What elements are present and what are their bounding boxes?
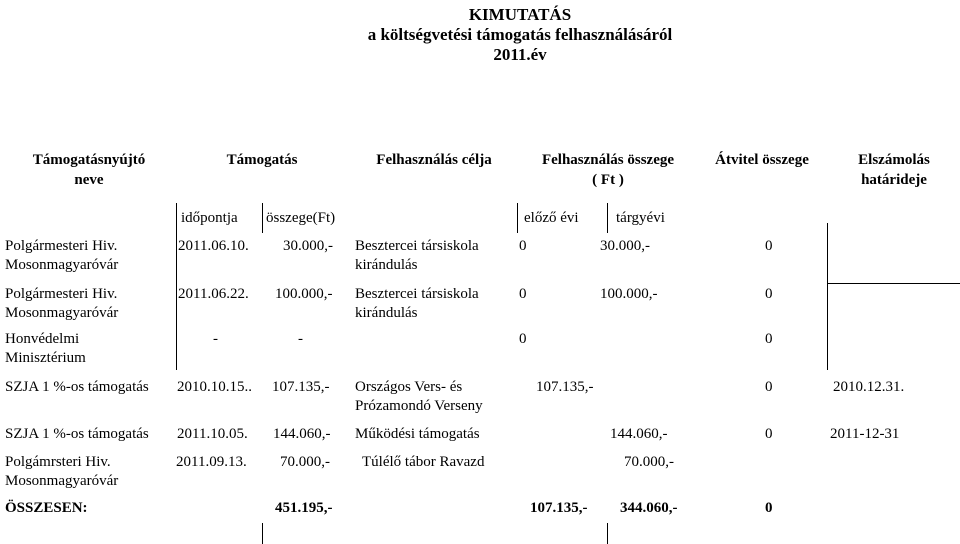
row2-prev: 0 (519, 286, 527, 302)
row2-current: 100.000,- (600, 286, 658, 302)
row1-prev: 0 (519, 238, 527, 254)
total-current: 344.060,- (620, 500, 678, 516)
row6-grantor-2: Mosonmagyaróvár (5, 473, 119, 489)
row3-date: - (213, 331, 218, 347)
row2-grantor-1: Polgármesteri Hiv. (5, 286, 118, 302)
row2-purpose-2: kirándulás (355, 305, 418, 321)
header-usage-amount-1: Felhasználás összege (541, 152, 675, 168)
row6-current: 70.000,- (624, 454, 674, 470)
header-deadline-2: határideje (861, 172, 927, 188)
row5-amount: 144.060,- (273, 426, 331, 442)
row5-purpose: Működési támogatás (355, 426, 480, 442)
document-title: KIMUTATÁS (468, 5, 572, 24)
row1-purpose-1: Besztercei társiskola (355, 238, 479, 254)
table-rule (607, 523, 608, 544)
row5-transfer: 0 (765, 426, 773, 442)
row4-purpose-1: Országos Vers- és (355, 379, 463, 395)
total-prev: 107.135,- (530, 500, 588, 516)
table-rule (176, 203, 177, 370)
row2-grantor-2: Mosonmagyaróvár (5, 305, 119, 321)
subheader-prev-year: előző évi (524, 210, 579, 226)
table-rule (827, 223, 828, 370)
row2-amount: 100.000,- (275, 286, 333, 302)
row1-current: 30.000,- (600, 238, 650, 254)
row4-date: 2010.10.15.. (177, 379, 252, 395)
subheader-date: időpontja (181, 210, 238, 226)
row3-prev: 0 (519, 331, 527, 347)
row4-deadline: 2010.12.31. (833, 379, 905, 395)
row5-date: 2011.10.05. (177, 426, 248, 442)
header-grant: Támogatás (226, 152, 298, 168)
row3-transfer: 0 (765, 331, 773, 347)
total-transfer: 0 (765, 500, 773, 516)
row1-grantor-2: Mosonmagyaróvár (5, 257, 119, 273)
document-subtitle: a költségvetési támogatás felhasználásáról (367, 25, 673, 44)
row6-amount: 70.000,- (280, 454, 330, 470)
header-transfer: Átvitel összege (715, 152, 809, 168)
table-rule (517, 203, 518, 233)
total-label: ÖSSZESEN: (5, 500, 88, 516)
table-rule (262, 523, 263, 544)
subheader-amount: összege(Ft) (266, 210, 336, 226)
row4-prev: 107.135,- (536, 379, 594, 395)
row2-date: 2011.06.22. (178, 286, 249, 302)
row3-grantor-2: Minisztérium (5, 350, 86, 366)
header-grantor-name-1: Támogatásnyújtó (32, 152, 146, 168)
row5-deadline: 2011-12-31 (830, 426, 900, 442)
row1-amount: 30.000,- (283, 238, 333, 254)
total-amount: 451.195,- (275, 500, 333, 516)
row4-transfer: 0 (765, 379, 773, 395)
header-grantor-name-2: neve (74, 172, 104, 188)
header-purpose: Felhasználás célja (376, 152, 492, 168)
table-rule (827, 283, 960, 284)
header-usage-amount-2: ( Ft ) (592, 172, 624, 188)
document-year: 2011.év (493, 45, 547, 64)
row4-purpose-2: Prózamondó Verseny (355, 398, 483, 414)
row6-purpose: Túlélő tábor Ravazd (362, 454, 485, 470)
row1-date: 2011.06.10. (178, 238, 249, 254)
row1-transfer: 0 (765, 238, 773, 254)
header-deadline-1: Elszámolás (858, 152, 930, 168)
table-rule (607, 203, 608, 233)
row5-current: 144.060,- (610, 426, 668, 442)
row2-purpose-1: Besztercei társiskola (355, 286, 479, 302)
row3-grantor-1: Honvédelmi (5, 331, 80, 347)
row6-date: 2011.09.13. (176, 454, 247, 470)
row4-grantor: SZJA 1 %-os támogatás (5, 379, 149, 395)
row1-grantor-1: Polgármesteri Hiv. (5, 238, 118, 254)
row3-amount: - (298, 331, 303, 347)
row2-transfer: 0 (765, 286, 773, 302)
row6-grantor-1: Polgámrsteri Hiv. (5, 454, 111, 470)
subheader-current-year: tárgyévi (616, 210, 665, 226)
row5-grantor: SZJA 1 %-os támogatás (5, 426, 149, 442)
row1-purpose-2: kirándulás (355, 257, 418, 273)
row4-amount: 107.135,- (272, 379, 330, 395)
table-rule (262, 203, 263, 233)
